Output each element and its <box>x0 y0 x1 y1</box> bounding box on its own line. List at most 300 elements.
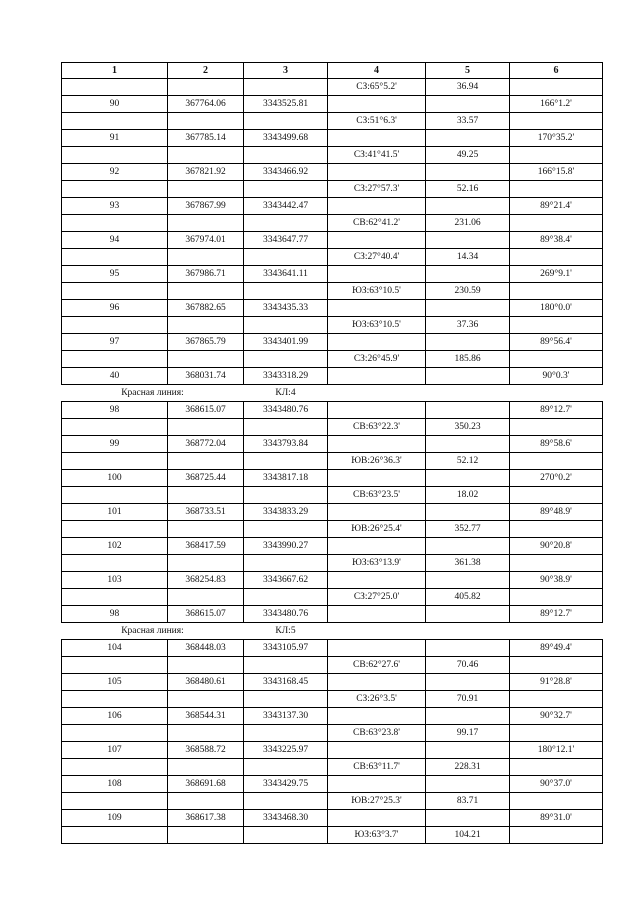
cell-col-5 <box>426 198 510 215</box>
cell-col-6: 89°31.0' <box>510 810 603 827</box>
cell-col-2: 368417.59 <box>168 538 244 555</box>
cell-col-5 <box>426 164 510 181</box>
cell-col-5 <box>426 504 510 521</box>
cell-col-1 <box>62 793 168 810</box>
point-row <box>62 96 603 113</box>
cell-col-6: 180°0.0' <box>510 300 603 317</box>
cell-col-5: 36.94 <box>426 79 510 96</box>
cell-col-5 <box>426 96 510 113</box>
coordinates-table <box>61 62 603 844</box>
cell-col-4: ЮЗ:63°3.7' <box>328 827 426 844</box>
cell-col-4: СЗ:27°25.0' <box>328 589 426 606</box>
cell-col-1: 99 <box>62 436 168 453</box>
cell-col-6: 89°56.4' <box>510 334 603 351</box>
cell-col-6 <box>510 555 603 572</box>
cell-col-4: СЗ:65°5.2' <box>328 79 426 96</box>
cell-col-4: СЗ:27°57.3' <box>328 181 426 198</box>
cell-col-2 <box>168 793 244 810</box>
cell-col-2: 367764.06 <box>168 96 244 113</box>
segment-row <box>62 317 603 334</box>
cell-col-5 <box>426 368 510 385</box>
cell-col-4 <box>328 742 426 759</box>
cell-col-6 <box>510 249 603 266</box>
point-row <box>62 640 603 657</box>
col-header-2: 2 <box>168 63 244 79</box>
section-label-text: Красная линия: <box>62 385 244 402</box>
cell-col-1: 98 <box>62 606 168 623</box>
cell-col-1: 40 <box>62 368 168 385</box>
cell-col-6 <box>510 657 603 674</box>
point-row <box>62 266 603 283</box>
cell-col-3: 3343401.99 <box>244 334 328 351</box>
cell-col-5: 49.25 <box>426 147 510 164</box>
cell-col-6 <box>510 317 603 334</box>
cell-col-4: СЗ:26°45.9' <box>328 351 426 368</box>
cell-col-3 <box>244 351 328 368</box>
cell-col-3 <box>244 181 328 198</box>
col-header-4: 4 <box>328 63 426 79</box>
point-row <box>62 436 603 453</box>
cell-col-3: 3343793.84 <box>244 436 328 453</box>
cell-col-5 <box>426 708 510 725</box>
cell-col-5: 352.77 <box>426 521 510 538</box>
cell-col-1: 93 <box>62 198 168 215</box>
point-row <box>62 708 603 725</box>
segment-row <box>62 419 603 436</box>
cell-col-2 <box>168 691 244 708</box>
cell-col-2 <box>168 487 244 504</box>
cell-col-4: СЗ:41°41.5' <box>328 147 426 164</box>
cell-col-1 <box>62 691 168 708</box>
cell-col-3: 3343225.97 <box>244 742 328 759</box>
cell-col-4: СВ:63°22.3' <box>328 419 426 436</box>
cell-col-2 <box>168 657 244 674</box>
cell-col-5 <box>426 674 510 691</box>
cell-col-2: 367867.99 <box>168 198 244 215</box>
cell-col-6: 89°48.9' <box>510 504 603 521</box>
cell-col-1: 97 <box>62 334 168 351</box>
cell-col-2 <box>168 317 244 334</box>
cell-col-2: 368615.07 <box>168 402 244 419</box>
cell-col-4: СВ:62°27.6' <box>328 657 426 674</box>
cell-col-5 <box>426 810 510 827</box>
cell-col-1: 106 <box>62 708 168 725</box>
cell-col-4 <box>328 572 426 589</box>
cell-col-6: 89°38.4' <box>510 232 603 249</box>
cell-col-3: 3343429.75 <box>244 776 328 793</box>
cell-col-6 <box>510 487 603 504</box>
cell-col-1 <box>62 283 168 300</box>
cell-col-2 <box>168 283 244 300</box>
segment-row <box>62 589 603 606</box>
segment-row <box>62 793 603 810</box>
cell-col-2: 368772.04 <box>168 436 244 453</box>
cell-col-2 <box>168 827 244 844</box>
cell-col-1 <box>62 759 168 776</box>
cell-col-1 <box>62 521 168 538</box>
cell-col-1: 101 <box>62 504 168 521</box>
segment-row <box>62 555 603 572</box>
cell-col-1 <box>62 113 168 130</box>
segment-row <box>62 147 603 164</box>
segment-row <box>62 521 603 538</box>
cell-col-4: СЗ:27°40.4' <box>328 249 426 266</box>
cell-col-1 <box>62 181 168 198</box>
cell-col-3 <box>244 113 328 130</box>
cell-col-4: СВ:63°23.5' <box>328 487 426 504</box>
cell-col-2 <box>168 589 244 606</box>
cell-col-3: 3343990.27 <box>244 538 328 555</box>
cell-col-6: 269°9.1' <box>510 266 603 283</box>
cell-col-4: ЮВ:27°25.3' <box>328 793 426 810</box>
col-header-5: 5 <box>426 63 510 79</box>
section-label-empty <box>328 623 603 640</box>
point-row <box>62 130 603 147</box>
point-row <box>62 368 603 385</box>
cell-col-3: 3343468.30 <box>244 810 328 827</box>
cell-col-4 <box>328 606 426 623</box>
cell-col-2: 368725.44 <box>168 470 244 487</box>
cell-col-5 <box>426 402 510 419</box>
cell-col-5: 83.71 <box>426 793 510 810</box>
cell-col-2: 367882.65 <box>168 300 244 317</box>
cell-col-4: СВ:63°23.8' <box>328 725 426 742</box>
cell-col-6 <box>510 589 603 606</box>
cell-col-5: 361.38 <box>426 555 510 572</box>
cell-col-5: 230.59 <box>426 283 510 300</box>
cell-col-4: СЗ:26°3.5' <box>328 691 426 708</box>
cell-col-6: 90°37.0' <box>510 776 603 793</box>
cell-col-3: 3343435.33 <box>244 300 328 317</box>
header-row <box>62 63 603 79</box>
cell-col-4 <box>328 436 426 453</box>
cell-col-2 <box>168 113 244 130</box>
cell-col-1 <box>62 589 168 606</box>
cell-col-2: 368448.03 <box>168 640 244 657</box>
point-row <box>62 300 603 317</box>
cell-col-2 <box>168 759 244 776</box>
cell-col-2 <box>168 555 244 572</box>
cell-col-1: 108 <box>62 776 168 793</box>
segment-row <box>62 215 603 232</box>
cell-col-3 <box>244 759 328 776</box>
cell-col-3: 3343641.11 <box>244 266 328 283</box>
segment-row <box>62 113 603 130</box>
cell-col-2: 368544.31 <box>168 708 244 725</box>
cell-col-3 <box>244 419 328 436</box>
cell-col-2 <box>168 181 244 198</box>
cell-col-1: 96 <box>62 300 168 317</box>
cell-col-3 <box>244 215 328 232</box>
cell-col-4 <box>328 164 426 181</box>
cell-col-6 <box>510 827 603 844</box>
cell-col-1: 107 <box>62 742 168 759</box>
cell-col-3 <box>244 317 328 334</box>
cell-col-6: 89°12.7' <box>510 606 603 623</box>
segment-row <box>62 79 603 96</box>
cell-col-1: 105 <box>62 674 168 691</box>
cell-col-6: 270°0.2' <box>510 470 603 487</box>
section-label-text: Красная линия: <box>62 623 244 640</box>
cell-col-4 <box>328 708 426 725</box>
cell-col-5: 405.82 <box>426 589 510 606</box>
cell-col-5: 70.91 <box>426 691 510 708</box>
cell-col-6 <box>510 759 603 776</box>
cell-col-6: 89°12.7' <box>510 402 603 419</box>
cell-col-1 <box>62 351 168 368</box>
cell-col-3: 3343647.77 <box>244 232 328 249</box>
cell-col-1: 100 <box>62 470 168 487</box>
point-row <box>62 164 603 181</box>
cell-col-4: СЗ:51°6.3' <box>328 113 426 130</box>
cell-col-5: 104.21 <box>426 827 510 844</box>
segment-row <box>62 759 603 776</box>
cell-col-2 <box>168 79 244 96</box>
cell-col-1: 92 <box>62 164 168 181</box>
cell-col-4 <box>328 810 426 827</box>
cell-col-2: 368588.72 <box>168 742 244 759</box>
cell-col-4: ЮВ:26°36.3' <box>328 453 426 470</box>
point-row <box>62 606 603 623</box>
point-row <box>62 402 603 419</box>
cell-col-5 <box>426 334 510 351</box>
point-row <box>62 742 603 759</box>
cell-col-2 <box>168 249 244 266</box>
cell-col-4 <box>328 368 426 385</box>
cell-col-2: 368615.07 <box>168 606 244 623</box>
cell-col-1 <box>62 249 168 266</box>
cell-col-6: 170°35.2' <box>510 130 603 147</box>
cell-col-4: ЮЗ:63°13.9' <box>328 555 426 572</box>
cell-col-4: ЮЗ:63°10.5' <box>328 317 426 334</box>
cell-col-4 <box>328 232 426 249</box>
cell-col-6 <box>510 793 603 810</box>
cell-col-1 <box>62 79 168 96</box>
point-row <box>62 572 603 589</box>
cell-col-1 <box>62 215 168 232</box>
cell-col-4: СВ:62°41.2' <box>328 215 426 232</box>
cell-col-3: 3343499.68 <box>244 130 328 147</box>
cell-col-6: 90°32.7' <box>510 708 603 725</box>
cell-col-4 <box>328 470 426 487</box>
cell-col-5 <box>426 266 510 283</box>
cell-col-6: 180°12.1' <box>510 742 603 759</box>
cell-col-3: 3343480.76 <box>244 402 328 419</box>
cell-col-3 <box>244 249 328 266</box>
cell-col-1: 95 <box>62 266 168 283</box>
cell-col-2 <box>168 725 244 742</box>
cell-col-2: 368617.38 <box>168 810 244 827</box>
cell-col-6 <box>510 181 603 198</box>
cell-col-6 <box>510 453 603 470</box>
cell-col-5 <box>426 640 510 657</box>
cell-col-5: 350.23 <box>426 419 510 436</box>
cell-col-4 <box>328 776 426 793</box>
cell-col-5 <box>426 776 510 793</box>
cell-col-3 <box>244 147 328 164</box>
cell-col-6 <box>510 521 603 538</box>
cell-col-3 <box>244 555 328 572</box>
point-row <box>62 232 603 249</box>
cell-col-2: 368480.61 <box>168 674 244 691</box>
cell-col-1 <box>62 453 168 470</box>
cell-col-4: ЮЗ:63°10.5' <box>328 283 426 300</box>
cell-col-1: 90 <box>62 96 168 113</box>
cell-col-5: 52.16 <box>426 181 510 198</box>
cell-col-5 <box>426 470 510 487</box>
cell-col-6 <box>510 215 603 232</box>
cell-col-6 <box>510 691 603 708</box>
cell-col-3: 3343168.45 <box>244 674 328 691</box>
cell-col-5: 70.46 <box>426 657 510 674</box>
cell-col-6 <box>510 79 603 96</box>
cell-col-3 <box>244 793 328 810</box>
cell-col-1 <box>62 657 168 674</box>
cell-col-6: 90°20.8' <box>510 538 603 555</box>
cell-col-2: 367785.14 <box>168 130 244 147</box>
section-label-row <box>62 623 603 640</box>
cell-col-6: 89°49.4' <box>510 640 603 657</box>
point-row <box>62 334 603 351</box>
cell-col-1 <box>62 147 168 164</box>
cell-col-5: 52.12 <box>426 453 510 470</box>
cell-col-3 <box>244 691 328 708</box>
cell-col-2: 368691.68 <box>168 776 244 793</box>
cell-col-2 <box>168 215 244 232</box>
cell-col-4 <box>328 538 426 555</box>
point-row <box>62 674 603 691</box>
cell-col-4 <box>328 300 426 317</box>
cell-col-1: 94 <box>62 232 168 249</box>
section-label-row <box>62 385 603 402</box>
cell-col-5: 228.31 <box>426 759 510 776</box>
cell-col-5 <box>426 572 510 589</box>
cell-col-1 <box>62 555 168 572</box>
cell-col-2 <box>168 351 244 368</box>
cell-col-4: СВ:63°11.7' <box>328 759 426 776</box>
cell-col-3: 3343105.97 <box>244 640 328 657</box>
cell-col-5: 37.36 <box>426 317 510 334</box>
cell-col-5 <box>426 130 510 147</box>
cell-col-6: 90°38.9' <box>510 572 603 589</box>
cell-col-6: 89°58.6' <box>510 436 603 453</box>
cell-col-4 <box>328 266 426 283</box>
cell-col-2: 368733.51 <box>168 504 244 521</box>
segment-row <box>62 725 603 742</box>
cell-col-3 <box>244 79 328 96</box>
cell-col-3: 3343817.18 <box>244 470 328 487</box>
cell-col-1: 104 <box>62 640 168 657</box>
point-row <box>62 198 603 215</box>
cell-col-6: 166°1.2' <box>510 96 603 113</box>
cell-col-3: 3343442.47 <box>244 198 328 215</box>
cell-col-1: 91 <box>62 130 168 147</box>
cell-col-2 <box>168 419 244 436</box>
cell-col-2 <box>168 453 244 470</box>
cell-col-5: 18.02 <box>426 487 510 504</box>
segment-row <box>62 453 603 470</box>
cell-col-3 <box>244 827 328 844</box>
cell-col-4 <box>328 640 426 657</box>
cell-col-4 <box>328 334 426 351</box>
table-header <box>62 63 603 79</box>
cell-col-1: 102 <box>62 538 168 555</box>
cell-col-3 <box>244 453 328 470</box>
cell-col-5 <box>426 232 510 249</box>
cell-col-5 <box>426 300 510 317</box>
cell-col-5 <box>426 538 510 555</box>
cell-col-6: 89°21.4' <box>510 198 603 215</box>
cell-col-2 <box>168 147 244 164</box>
section-label-empty <box>328 385 603 402</box>
point-row <box>62 810 603 827</box>
cell-col-1 <box>62 725 168 742</box>
cell-col-5: 99.17 <box>426 725 510 742</box>
cell-col-4 <box>328 198 426 215</box>
cell-col-5: 33.57 <box>426 113 510 130</box>
cell-col-3: 3343137.30 <box>244 708 328 725</box>
cell-col-3: 3343667.62 <box>244 572 328 589</box>
cell-col-1 <box>62 317 168 334</box>
cell-col-1: 98 <box>62 402 168 419</box>
cell-col-5 <box>426 606 510 623</box>
cell-col-2 <box>168 521 244 538</box>
cell-col-3: 3343318.29 <box>244 368 328 385</box>
cell-col-2: 367974.01 <box>168 232 244 249</box>
cell-col-3 <box>244 521 328 538</box>
cell-col-5 <box>426 436 510 453</box>
cell-col-6: 91°28.8' <box>510 674 603 691</box>
segment-row <box>62 487 603 504</box>
cell-col-3: 3343833.29 <box>244 504 328 521</box>
cell-col-2: 367986.71 <box>168 266 244 283</box>
cell-col-3: 3343466.92 <box>244 164 328 181</box>
cell-col-4 <box>328 402 426 419</box>
point-row <box>62 776 603 793</box>
cell-col-3 <box>244 283 328 300</box>
cell-col-4 <box>328 674 426 691</box>
col-header-1: 1 <box>62 63 168 79</box>
cell-col-6 <box>510 283 603 300</box>
section-label-value: КЛ:4 <box>244 385 328 402</box>
cell-col-3: 3343480.76 <box>244 606 328 623</box>
cell-col-1: 103 <box>62 572 168 589</box>
cell-col-6: 166°15.8' <box>510 164 603 181</box>
cell-col-2: 368031.74 <box>168 368 244 385</box>
segment-row <box>62 691 603 708</box>
cell-col-1 <box>62 487 168 504</box>
cell-col-3 <box>244 589 328 606</box>
point-row <box>62 504 603 521</box>
segment-row <box>62 657 603 674</box>
cell-col-5 <box>426 742 510 759</box>
segment-row <box>62 351 603 368</box>
cell-col-3 <box>244 657 328 674</box>
cell-col-5: 14.34 <box>426 249 510 266</box>
section-label-value: КЛ:5 <box>244 623 328 640</box>
cell-col-4 <box>328 96 426 113</box>
cell-col-6 <box>510 113 603 130</box>
cell-col-6 <box>510 351 603 368</box>
cell-col-4: ЮВ:26°25.4' <box>328 521 426 538</box>
cell-col-1 <box>62 827 168 844</box>
cell-col-2: 368254.83 <box>168 572 244 589</box>
table-body <box>62 79 603 844</box>
cell-col-3: 3343525.81 <box>244 96 328 113</box>
col-header-3: 3 <box>244 63 328 79</box>
segment-row <box>62 181 603 198</box>
cell-col-6 <box>510 419 603 436</box>
